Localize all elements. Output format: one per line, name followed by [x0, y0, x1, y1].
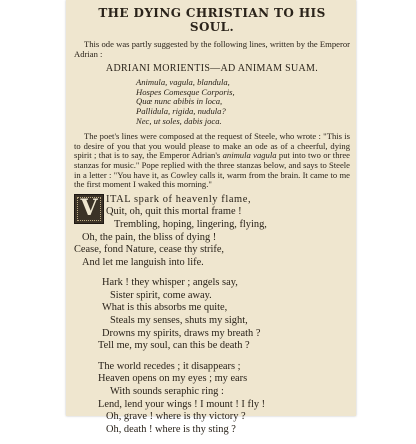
poem-line: Steals my senses, shuts my sight,	[110, 315, 248, 327]
italic-phrase: animula vagula	[222, 150, 277, 161]
commentary-paragraph	[74, 132, 350, 190]
poem-opening	[74, 194, 350, 232]
book-page	[66, 0, 356, 435]
latin-line: Pallidula, rigida, nudula?	[136, 105, 226, 116]
poem-line: Trembling, hoping, lingering, flying,	[114, 218, 267, 230]
latin-heading: ADRIANI MORIENTIS—AD ANIMAM SUAM.	[105, 63, 319, 75]
page-title: THE DYING CHRISTIAN TO HIS SOUL.	[98, 6, 326, 34]
poem	[74, 194, 350, 437]
poem-line: Quit, oh, quit this mortal frame !	[106, 206, 242, 218]
poem-line: Tell me, my soul, can this be death ?	[98, 340, 250, 352]
latin-line: Hospes Comesque Corporis,	[136, 86, 235, 97]
ornamental-dropcap: V	[74, 194, 104, 224]
stanza-3	[74, 361, 350, 437]
poem-line: The world recedes ; it disappears ;	[98, 360, 241, 372]
latin-line: Animula, vagula, blandula,	[136, 77, 230, 88]
latin-line: Nec, ut soles, dabis joca.	[136, 115, 222, 126]
page-content	[74, 6, 350, 444]
poem-line: Cease, fond Nature, cease thy strife,	[74, 244, 225, 256]
poem-line: Lend, lend your wings ! I mount ! I fly !	[98, 398, 266, 410]
poem-line: Oh, grave ! where is thy victory ?	[106, 411, 246, 423]
latin-line: Quæ nunc abibis in loca,	[136, 96, 223, 107]
poem-line: Drowns my spirits, draws my breath ?	[102, 327, 261, 339]
poem-line: Oh, death ! where is thy sting ?	[106, 423, 236, 435]
commentary-text: The poet's lines were composed at the request of Steele, who wrote : "This is to desire of you that you would please to make an ode as of a cheerful, dying spirit ; that is to say, the Emperor Adrian's animula vagula put into two or three stanzas for music." Pope replied with the three stanzas below, and says to Steele in a letter : "You have it, as Cowley calls it, warm from the brain. It came to me the first moment I waked this morning."	[74, 131, 350, 190]
poem-line: ITAL spark of heavenly flame,	[106, 193, 252, 205]
poem-line: Heaven opens on my eyes ; my ears	[98, 373, 248, 385]
stanza-2	[74, 277, 350, 353]
poem-line: And let me languish into life.	[82, 256, 204, 268]
poem-line: With sounds seraphic ring :	[110, 386, 224, 398]
stanza-1	[74, 194, 350, 270]
intro-paragraph: This ode was partly suggested by the following lines, written by the Emperor Adrian :	[74, 39, 350, 59]
poem-line: Hark ! they whisper ; angels say,	[102, 277, 238, 289]
poem-line: Oh, the pain, the bliss of dying !	[82, 231, 217, 243]
poem-line: What is this absorbs me quite,	[102, 302, 228, 314]
poem-line: Sister spirit, come away.	[110, 289, 212, 301]
latin-verse	[136, 78, 350, 126]
